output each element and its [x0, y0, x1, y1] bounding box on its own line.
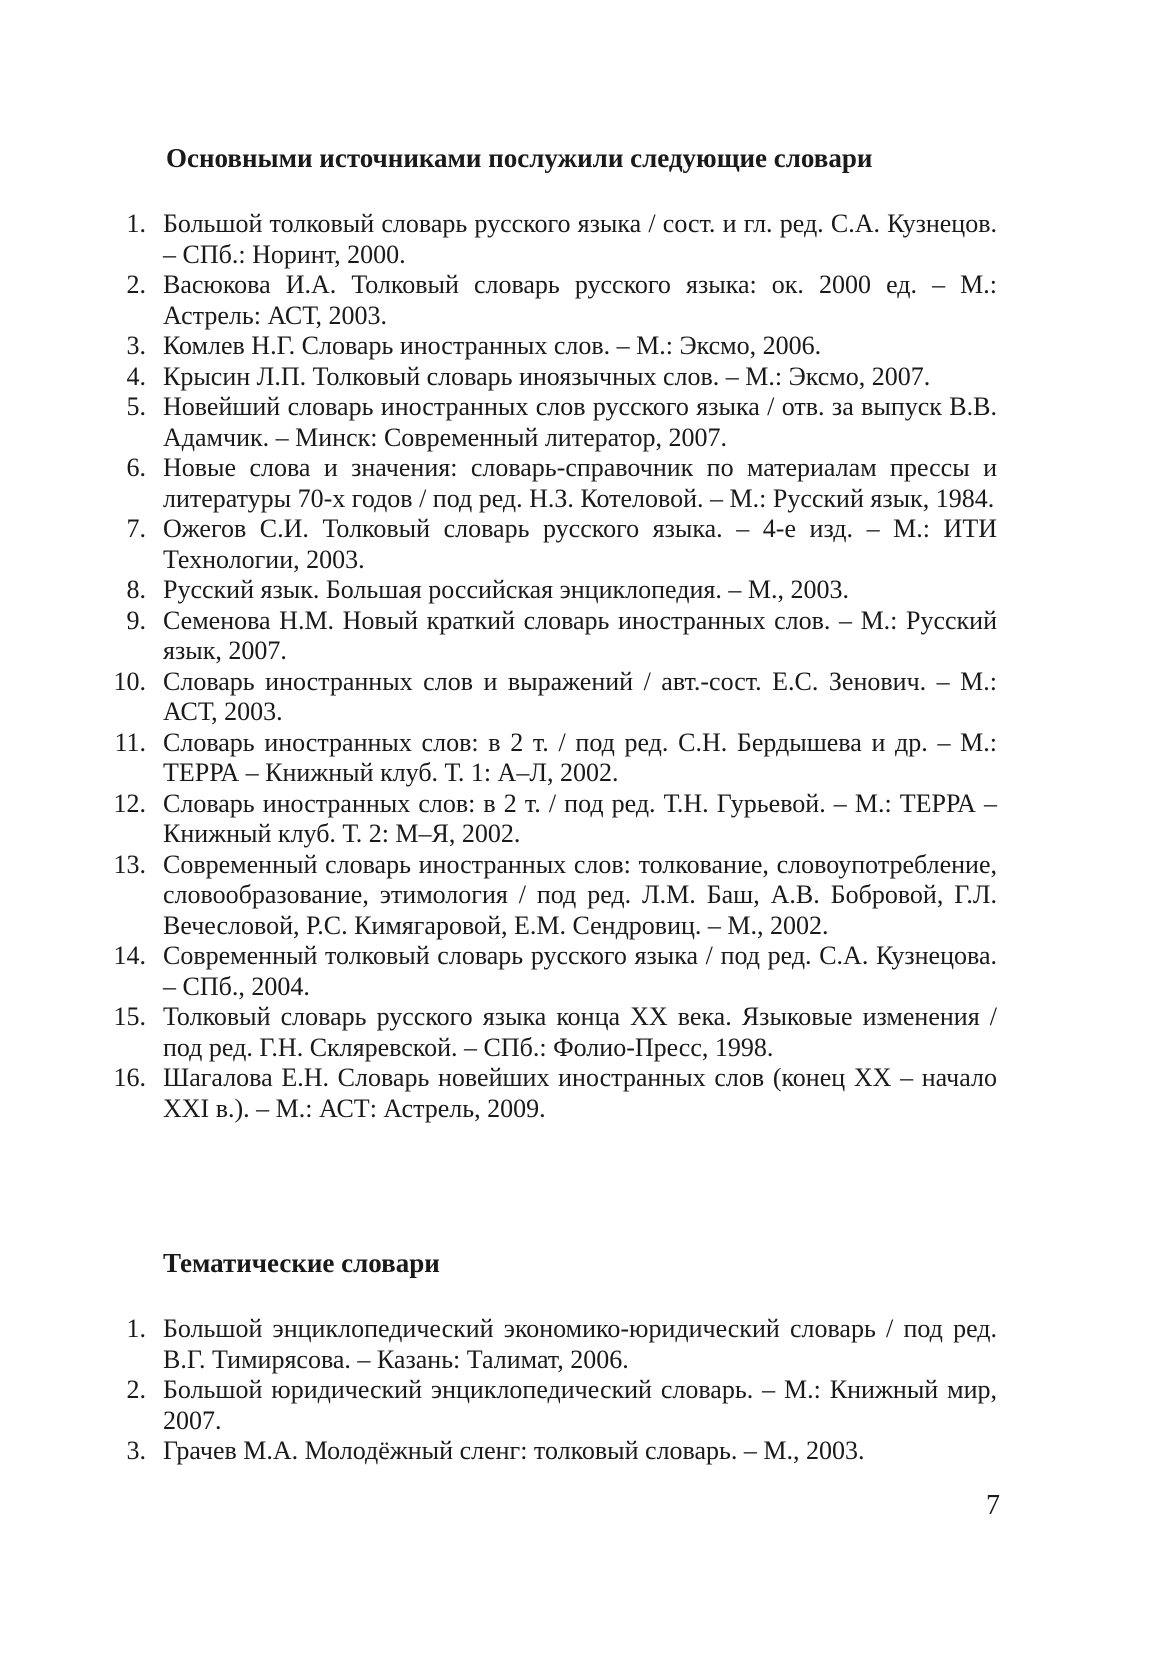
- list-item: [0, 789, 1170, 850]
- list-item: [0, 362, 1170, 393]
- item-text: Комлев Н.Г. Словарь иностранных слов. – М.: Эксмо, 2006.: [163, 331, 822, 360]
- reference-list-main: [0, 209, 1170, 1124]
- list-item: [0, 514, 1170, 575]
- item-text: Русский язык. Большая российская энциклопедия. – М., 2003.: [163, 575, 849, 604]
- list-item: [0, 606, 1170, 667]
- item-text: Шагалова Е.Н. Словарь новейших иностранных слов (конец XX – начало XXI в.). – М.: АСТ: Астрель, 2009.: [163, 1063, 997, 1123]
- item-number: 9.: [126, 605, 146, 635]
- list-item: [0, 575, 1170, 606]
- item-number: 3.: [126, 1436, 146, 1465]
- list-item: [0, 941, 1170, 1002]
- item-number: 4.: [126, 361, 146, 391]
- item-text: Новые слова и значения: словарь-справочник по материалам прессы и литературы 70-х годов / под ред. Н.З. Котеловой. – М.: Русский язык, 1984.: [163, 453, 997, 513]
- item-number: 6.: [126, 453, 146, 482]
- section-heading-main-sources: Основными источниками послужили следующие словари: [166, 143, 873, 173]
- item-number: 14.: [113, 941, 146, 970]
- item-text: Крысин Л.П. Толковый словарь иноязычных слов. – М.: Эксмо, 2007.: [163, 361, 931, 391]
- item-number: 13.: [113, 849, 146, 879]
- item-number: 7.: [126, 514, 146, 543]
- list-item: [0, 728, 1170, 789]
- reference-list-thematic: [0, 1314, 1170, 1467]
- item-number: 5.: [126, 392, 146, 421]
- item-text: Ожегов С.И. Толковый словарь русского языка. – 4-е изд. – М.: ИТИ Технологии, 2003.: [163, 514, 997, 574]
- section-heading-thematic-dictionaries: Тематические словари: [163, 1248, 440, 1278]
- item-text: Грачев М.А. Молодёжный сленг: толковый словарь. – М., 2003.: [163, 1436, 865, 1465]
- item-text: Васюкова И.А. Толковый словарь русского языка: ок. 2000 ед. – М.: Астрель: АСТ, 2003.: [163, 270, 997, 330]
- item-text: Новейший словарь иностранных слов русского языка / отв. за выпуск В.В. Адамчик. – Минск: Современный литератор, 2007.: [163, 392, 997, 452]
- item-number: 1.: [126, 209, 146, 238]
- item-text: Семенова Н.М. Новый краткий словарь иностранных слов. – М.: Русский язык, 2007.: [163, 605, 997, 665]
- item-number: 11.: [114, 727, 146, 757]
- list-item: [0, 1375, 1170, 1436]
- item-text: Словарь иностранных слов: в 2 т. / под ред. С.Н. Бердышева и др. – М.: ТЕРРА – Книжный клуб. Т. 1: А–Л, 2002.: [163, 727, 997, 787]
- item-text: Большой толковый словарь русского языка / сост. и гл. ред. С.А. Кузнецов. – СПб.: Норинт, 2000.: [163, 209, 997, 269]
- item-text: Современный толковый словарь русского языка / под ред. С.А. Кузнецова. – СПб., 2004.: [163, 941, 997, 1001]
- page-number: 7: [986, 1490, 1000, 1521]
- list-item: [0, 850, 1170, 942]
- list-item: [0, 1436, 1170, 1467]
- item-number: 12.: [113, 788, 146, 818]
- item-number: 8.: [126, 575, 146, 604]
- list-item: [0, 1063, 1170, 1124]
- list-item: [0, 453, 1170, 514]
- item-text: Толковый словарь русского языка конца XX века. Языковые изменения / под ред. Г.Н. Скляревской. – СПб.: Фолио-Пресс, 1998.: [163, 1002, 997, 1062]
- item-number: 2.: [126, 1375, 146, 1404]
- list-item: [0, 1002, 1170, 1063]
- item-text: Словарь иностранных слов и выражений / авт.-сост. Е.С. Зенович. – М.: АСТ, 2003.: [163, 666, 997, 726]
- list-item: [0, 1314, 1170, 1375]
- item-number: 1.: [126, 1314, 146, 1343]
- item-number: 3.: [126, 331, 146, 360]
- item-text: Словарь иностранных слов: в 2 т. / под ред. Т.Н. Гурьевой. – М.: ТЕРРА – Книжный клуб. Т. 2: М–Я, 2002.: [163, 788, 997, 848]
- item-number: 2.: [126, 270, 146, 299]
- list-item: [0, 667, 1170, 728]
- item-number: 15.: [113, 1002, 146, 1031]
- item-text: Современный словарь иностранных слов: толкование, словоупотребление, словообразование, этимология / под ред. Л.М. Баш, А.В. Бобровой, Г.Л. Вечесловой, Р.С. Кимягаровой, Е.М. Сендровиц. – М., 2002.: [163, 849, 997, 940]
- list-item: [0, 270, 1170, 331]
- list-item: [0, 209, 1170, 270]
- item-text: Большой энциклопедический экономико-юридический словарь / под ред. В.Г. Тимирясова. – Казань: Талимат, 2006.: [163, 1314, 997, 1374]
- item-number: 10.: [113, 666, 146, 696]
- item-text: Большой юридический энциклопедический словарь. – М.: Книжный мир, 2007.: [163, 1375, 997, 1435]
- item-number: 16.: [113, 1063, 146, 1092]
- list-item: [0, 331, 1170, 362]
- list-item: [0, 392, 1170, 453]
